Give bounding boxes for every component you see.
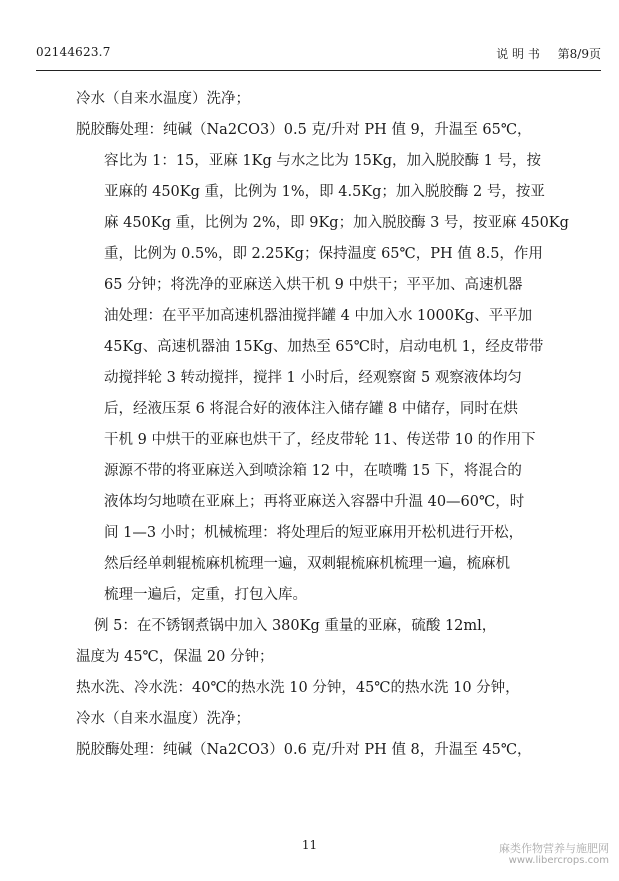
text-line: 冷水（自来水温度）洗净； [76, 711, 250, 727]
text-line: 梳理一遍后，定重，打包入库。 [104, 587, 307, 603]
text-line: 45Kg、高速机器油 15Kg、加热至 65℃时，启动电机 1，经皮带带 [104, 339, 544, 355]
application-number: 02144623.7 [36, 45, 111, 59]
text-line: 间 1—3 小时；机械梳理：将处理后的短亚麻用开松机进行开松， [104, 525, 524, 541]
site-watermark [499, 842, 609, 867]
text-line: 温度为 45℃，保温 20 分钟； [76, 649, 274, 665]
header-divider [36, 70, 601, 71]
body-text [76, 84, 596, 766]
text-line: 油处理：在平平加高速机器油搅拌罐 4 中加入水 1000Kg、平平加 [104, 308, 533, 324]
text-line: 亚麻的 450Kg 重，比例为 1%，即 4.5Kg；加入脱胶酶 2 号，按亚 [104, 184, 545, 200]
text-line: 脱胶酶处理：纯碱（Na2CO3）0.5 克/升对 PH 值 9，升温至 65℃， [76, 122, 532, 138]
page-number: 11 [301, 838, 318, 852]
watermark-title: 麻类作物营养与施肥网 [499, 842, 609, 855]
text-line: 然后经单刺辊梳麻机梳理一遍，双刺辊梳麻机梳理一遍，梳麻机 [104, 556, 510, 572]
text-line: 动搅拌轮 3 转动搅拌，搅拌 1 小时后，经观察窗 5 观察液体均匀 [104, 370, 522, 386]
text-line: 容比为 1：15，亚麻 1Kg 与水之比为 15Kg，加入脱胶酶 1 号，按 [104, 153, 541, 169]
text-line: 例 5：在不锈钢煮锅中加入 380Kg 重量的亚麻，硫酸 12ml， [94, 618, 497, 634]
text-line: 重，比例为 0.5%，即 2.25Kg；保持温度 65℃，PH 值 8.5，作用 [104, 246, 543, 262]
text-line: 麻 450Kg 重，比例为 2%，即 9Kg；加入脱胶酶 3 号，按亚麻 450Kg [104, 215, 569, 231]
document-type-label: 说 明 书 [496, 47, 540, 61]
watermark-url: www.libercrops.com [508, 855, 609, 866]
text-line: 后，经液压泵 6 将混合好的液体注入储存罐 8 中储存，同时在烘 [104, 401, 518, 417]
header-right [482, 45, 601, 62]
text-line: 液体均匀地喷在亚麻上；再将亚麻送入容器中升温 40—60℃，时 [104, 494, 525, 510]
text-line: 冷水（自来水温度）洗净； [76, 91, 250, 107]
text-line: 源源不带的将亚麻送入到喷涂箱 12 中，在喷嘴 15 下，将混合的 [104, 463, 522, 479]
text-line: 65 分钟；将洗净的亚麻送入烘干机 9 中烘干；平平加、高速机器 [104, 277, 523, 293]
text-line: 脱胶酶处理：纯碱（Na2CO3）0.6 克/升对 PH 值 8，升温至 45℃， [76, 742, 532, 758]
text-line: 热水洗、冷水洗：40℃的热水洗 10 分钟，45℃的热水洗 10 分钟， [76, 680, 520, 696]
text-line: 干机 9 中烘干的亚麻也烘干了，经皮带轮 11、传送带 10 的作用下 [104, 432, 536, 448]
page-indicator: 第8/9页 [557, 47, 601, 61]
